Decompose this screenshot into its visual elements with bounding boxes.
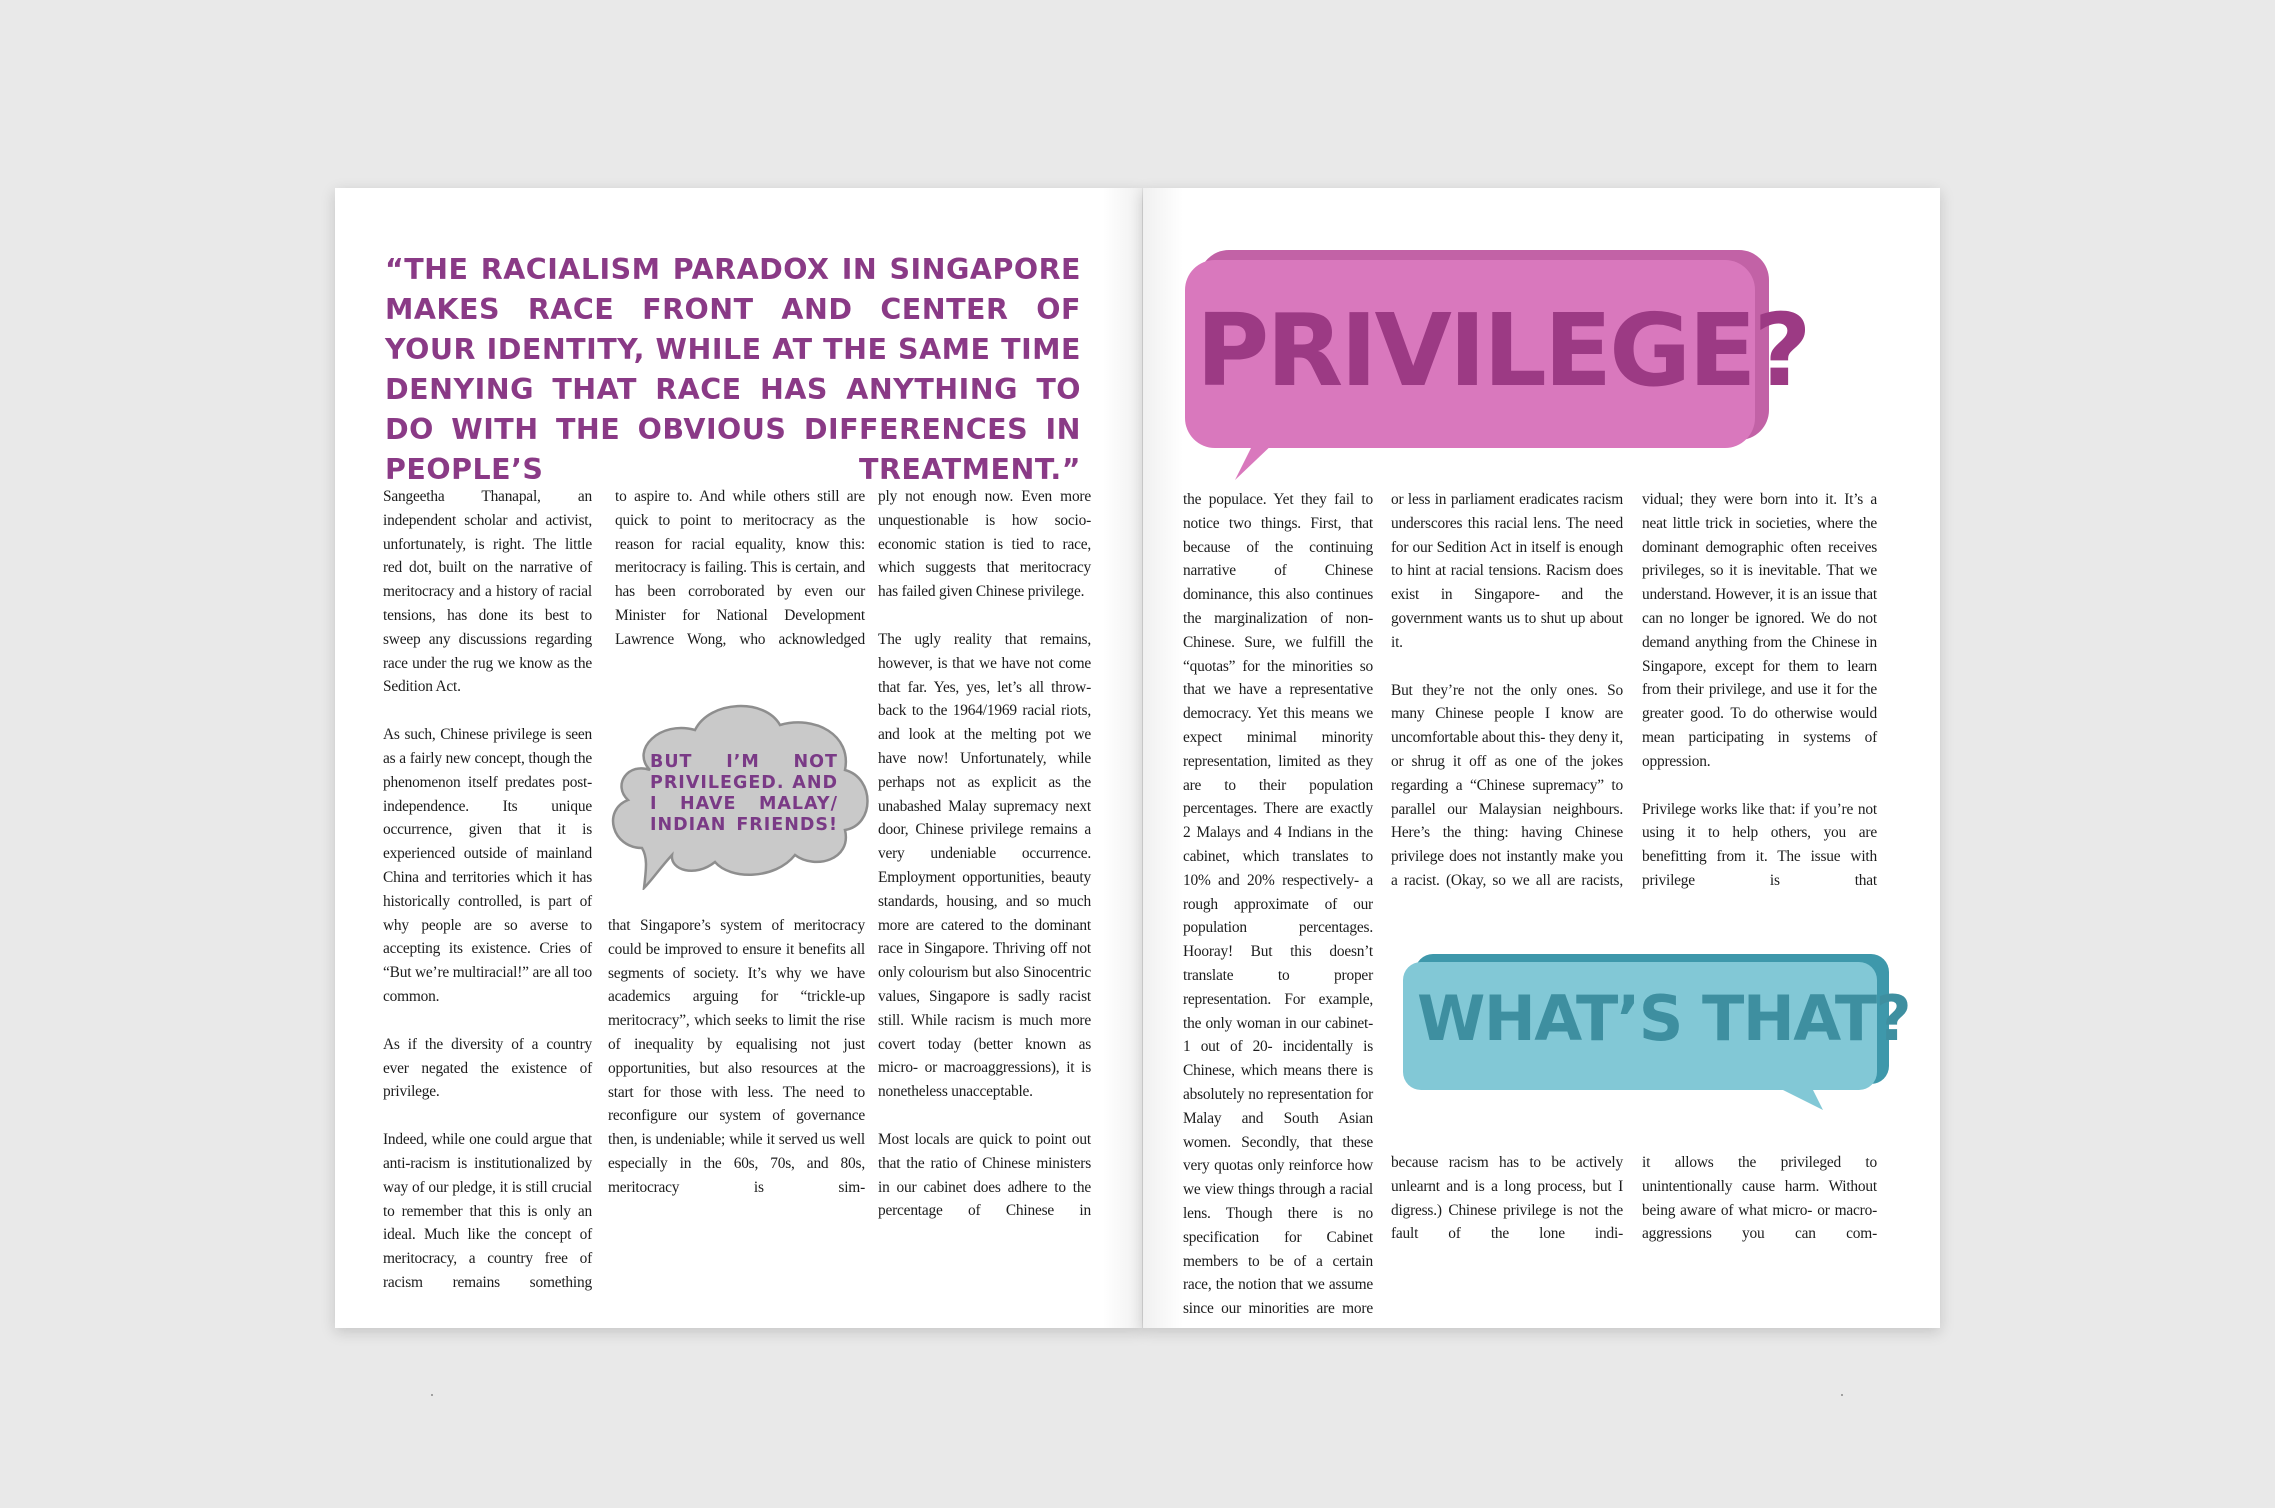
paragraph: or less in parliament eradicates racism underscores this racial lens. The need for our Sedition Act in itself is enough to hint at racial tensions. Racism does exist in Singapore- and the government wants us to shut up about it. (1391, 491, 1623, 651)
right-column-2-bottom (1391, 1151, 1623, 1246)
paragraph: vidual; they were born into it. It’s a neat little trick in societies, where the dominant demographic often receives privileges, so it is inevitable. That we understand. However, it is an issue that can no longer be ignored. We do not demand anything from the Chinese in Singapore, except for them to learn from their privilege, and use it for the greater good. To do otherwise would mean participating in systems of oppression. (1642, 491, 1877, 770)
left-column-2-bottom (608, 914, 865, 1200)
paragraph: But they’re not the only ones. So many Chinese people I know are uncomfortable about this- they deny it, or shrug it off as one of the jokes regarding a “Chinese supremacy” to parallel our Malaysian neighbours. Here’s the thing: having Chinese privilege does not instantly make you a racist. (Okay, so we all are racists, (1391, 681, 1623, 889)
paragraph: ply not enough now. Even more unquestionable is how socio-economic station is tied to race, which suggests that meritocracy has failed given Chinese privilege. (878, 488, 1091, 601)
right-column-1 (1183, 488, 1373, 1321)
thought-bubble-text: BUT I’M NOT PRIVILEGED. AND I HAVE MALAY/ INDIAN FRIENDS! (650, 752, 838, 835)
paragraph: As if the diversity of a country ever negated the existence of privilege. (383, 1035, 592, 1101)
paragraph: it allows the privileged to unintentionally cause harm. Without being aware of what micro- or macro-aggressions you can com- (1642, 1154, 1877, 1243)
paragraph: because racism has to be actively unlearnt and is a long process, but I digress.) Chinese privilege is not the fault of the lone indi- (1391, 1154, 1623, 1243)
marker-dot (1841, 1394, 1843, 1396)
paragraph: Indeed, while one could argue that anti-racism is institutionalized by way of our pledge, it is still crucial to remember that this is only an ideal. Much like the concept of meritocracy, a country free of racism remains something (383, 1131, 592, 1291)
paragraph: to aspire to. And while others still are quick to point to meritocracy as the reason for racial equality, know this: meritocracy is failing. This is certain, and has been corroborated by even our Minister for National Development Lawrence Wong, who acknowledged (615, 488, 865, 648)
left-column-2-top (615, 485, 865, 652)
left-column-1 (383, 485, 592, 1295)
right-column-3-bottom (1642, 1151, 1877, 1246)
paragraph: Privilege works like that: if you’re not using it to help others, you are benefitting from it. The issue with privilege is that (1642, 800, 1877, 889)
paragraph: As such, Chinese privilege is seen as a fairly new concept, though the phenomenon itself predates post-independence. Its unique occurrence, given that it is experienced outside of mainland China and territories which it has historically controlled, is part of why people are so averse to accepting its existence. Cries of “But we’re multiracial!” are all too common. (383, 726, 592, 1005)
paragraph: The ugly reality that remains, however, is that we have not come that far. Yes, yes, let’s all throw-back to the 1964/1969 racial riots, and look at the melting pot we have now! Unfortunately, while perhaps not as explicit as the unabashed Malay supremacy next door, Chinese privilege remains a very undeniable occurrence. Employment opportunities, beauty standards, housing, and so much more are catered to the dominant race in Singapore. Thriving off not only colourism but also Sinocentric values, Singapore is sadly racist still. While racism is much more covert today (better known as micro- or macroaggressions), it is nonetheless unacceptable. (878, 630, 1091, 1101)
paragraph: Most locals are quick to point out that the ratio of Chinese ministers in our cabinet does adhere to the percentage of Chinese in (878, 1130, 1091, 1220)
marker-dot (431, 1394, 433, 1396)
pull-quote: “THE RACIALISM PARADOX IN SINGAPORE MAKES RACE FRONT AND CENTER OF YOUR IDENTITY, WHILE AT THE SAME TIME DENYING THAT RACE HAS ANYTHING TO DO WITH THE OBVIOUS DIFFERENCES IN PEOPLE’S TREATMENT.” (385, 253, 1081, 486)
left-column-3 (878, 485, 1091, 1223)
right-page (1143, 188, 1940, 1328)
paragraph: that Singapore’s system of meritocracy could be improved to ensure it benefits all segments of society. It’s why we have academics arguing for “trickle-up meritocracy”, which seeks to limit the rise of inequality by equalising not just opportunities, but also resources at the start for those with less. The need to reconfigure our system of governance then, is undeniable; while it served us well especially in the 60s, 70s, and 80s, meritocracy is sim- (608, 917, 865, 1196)
heading-whats-that: WHAT’S THAT? (1417, 982, 1911, 1055)
heading-privilege: PRIVILEGE? (1196, 292, 1809, 409)
paragraph: Sangeetha Thanapal, an independent scholar and activist, unfortunately, is right. The little red dot, built on the narrative of meritocracy and a history of racial tensions, has done its best to sweep any discussions regarding race under the rug we know as the Sedition Act. (383, 488, 592, 696)
right-column-2-top (1391, 488, 1623, 893)
paragraph: the populace. Yet they fail to notice two things. First, that because of the continuing narrative of Chinese dominance, this also continues the marginalization of non-Chinese. Sure, we fulfill the “quotas” for the minorities so that we have a representative democracy. Yet this means we expect minimal minority representation, limited as they are to their population percentages. There are exactly 2 Malays and 4 Indians in the cabinet, which translates to 10% and 20% respectively- a rough approximate of our population percentages. Hooray! But this doesn’t translate to proper representation. For example, the only woman in our cabinet- 1 out of 20- incidentally is Chinese, which means there is absolutely no representation for Malay and South Asian women. Secondly, that these very quotas only reinforce how we view things through a racial lens. Though there is no specification for Cabinet members to be of a certain race, the notion that we assume since our minorities are more (1183, 491, 1373, 1318)
right-column-3-top (1642, 488, 1877, 893)
